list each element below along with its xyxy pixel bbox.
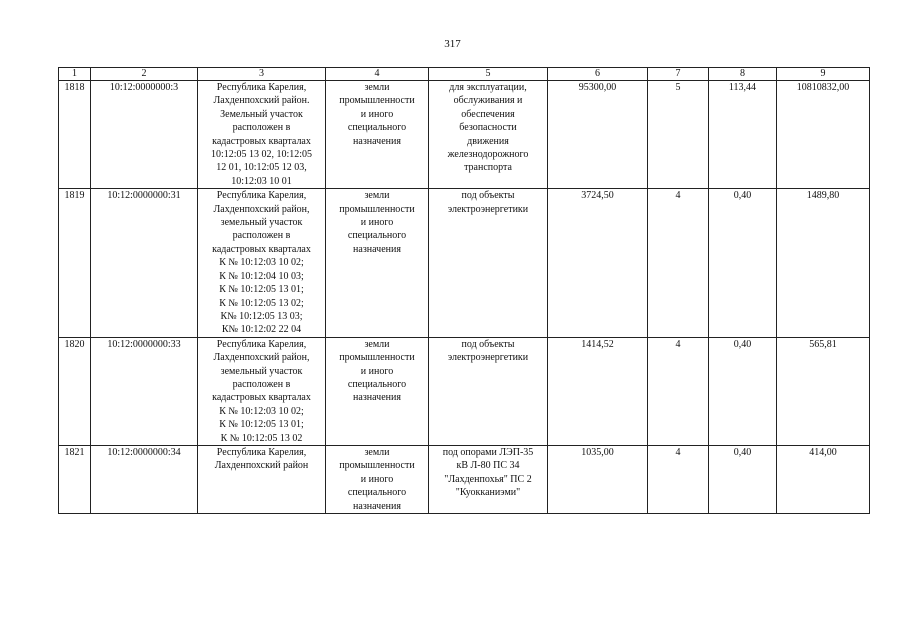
- category-line: земли: [364, 190, 390, 202]
- area-cell: 95300,00: [548, 81, 648, 189]
- column-header: 7: [648, 68, 709, 81]
- rate-cell: 0,40: [709, 337, 777, 445]
- page-number: 317: [444, 38, 461, 50]
- category-line: промышленности: [339, 203, 415, 215]
- use-line: для эксплуатации,: [449, 82, 527, 93]
- category-line: назначения: [353, 243, 401, 255]
- table-row: [59, 81, 870, 189]
- location-line: Республика Карелия,: [216, 190, 307, 202]
- column-header: 5: [429, 68, 548, 81]
- category-line: специального: [347, 378, 407, 390]
- value-cell: 565,81: [777, 337, 870, 445]
- category-line: назначения: [353, 392, 401, 404]
- land-category-cell: [326, 445, 429, 513]
- cadastral-number: 10:12:0000000:33: [91, 337, 198, 445]
- location-line: 10:12:05 13 02, 10:12:05: [210, 149, 313, 161]
- location-line: 10:12:03 10 01: [231, 175, 292, 187]
- location-line: К № 10:12:05 13 02;: [219, 297, 304, 309]
- location-line: кадастровых кварталах: [212, 135, 311, 147]
- column-header: 6: [548, 68, 648, 81]
- location-line: Лахденпохский район,: [213, 203, 310, 215]
- use-line: под объекты: [461, 190, 515, 202]
- location-line: земельный участок: [220, 365, 303, 377]
- category-line: назначения: [353, 500, 401, 512]
- location-line: земельный участок: [220, 217, 303, 229]
- row-number: 1821: [59, 445, 91, 513]
- location-cell: [198, 81, 326, 189]
- location-line: расположен в: [232, 122, 291, 134]
- category-line: промышленности: [339, 352, 415, 364]
- use-line: под объекты: [461, 338, 515, 350]
- use-line: кВ Л-80 ПС 34: [456, 460, 520, 472]
- category-line: земли: [364, 338, 390, 350]
- location-line: Земельный участок: [220, 108, 303, 120]
- cadastral-number: 10:12:0000000:31: [91, 189, 198, 337]
- permitted-use-cell: [429, 445, 548, 513]
- area-cell: 1035,00: [548, 445, 648, 513]
- category-line: и иного: [360, 108, 394, 120]
- column-header: 3: [198, 68, 326, 81]
- column-header: 9: [777, 68, 870, 81]
- use-line: обслуживания и: [453, 95, 523, 107]
- value-cell: 10810832,00: [777, 81, 870, 189]
- use-line: транспорта: [464, 162, 512, 174]
- permitted-use-cell: [429, 81, 548, 189]
- table-row: [59, 445, 870, 513]
- column-header: 8: [709, 68, 777, 81]
- permitted-use-cell: [429, 337, 548, 445]
- rate-cell: 0,40: [709, 189, 777, 337]
- location-cell: [198, 189, 326, 337]
- area-cell: 3724,50: [548, 189, 648, 337]
- column-number-row: [59, 68, 870, 81]
- location-line: К № 10:12:04 10 03;: [219, 270, 304, 282]
- value-cell: 414,00: [777, 445, 870, 513]
- group-cell: 4: [648, 445, 709, 513]
- location-line: Лахденпохский район: [214, 460, 309, 472]
- row-number: 1820: [59, 337, 91, 445]
- value-cell: 1489,80: [777, 189, 870, 337]
- location-line: расположен в: [232, 378, 291, 390]
- rate-cell: 113,44: [709, 81, 777, 189]
- category-line: земли: [364, 82, 390, 93]
- category-line: специального: [347, 230, 407, 242]
- use-line: под опорами ЛЭП-35: [442, 446, 534, 458]
- location-line: К № 10:12:05 13 01;: [219, 419, 304, 431]
- column-header: 1: [59, 68, 91, 81]
- use-line: обеспечения: [461, 108, 515, 120]
- rate-cell: 0,40: [709, 445, 777, 513]
- use-line: "Лахденпохья" ПС 2: [444, 473, 532, 485]
- table-row: [59, 189, 870, 337]
- land-registry-table: [58, 67, 870, 514]
- group-cell: 5: [648, 81, 709, 189]
- location-line: К № 10:12:05 13 02: [220, 432, 303, 444]
- use-line: безопасности: [459, 122, 517, 134]
- location-line: Лахденпохский район.: [213, 95, 310, 107]
- category-line: земли: [364, 446, 390, 458]
- category-line: специального: [347, 122, 407, 134]
- area-cell: 1414,52: [548, 337, 648, 445]
- location-cell: [198, 337, 326, 445]
- use-line: движения: [467, 135, 509, 147]
- location-line: К № 10:12:03 10 02;: [219, 257, 304, 269]
- land-category-cell: [326, 81, 429, 189]
- location-line: Лахденпохский район,: [213, 352, 310, 364]
- location-line: Республика Карелия,: [216, 446, 307, 458]
- land-category-cell: [326, 189, 429, 337]
- location-line: К№ 10:12:02 22 04: [221, 324, 302, 336]
- category-line: специального: [347, 487, 407, 499]
- category-line: и иного: [360, 473, 394, 485]
- column-header: 4: [326, 68, 429, 81]
- location-line: расположен в: [232, 230, 291, 242]
- location-line: кадастровых кварталах: [212, 392, 311, 404]
- use-line: "Куокканиэми": [455, 487, 521, 499]
- category-line: промышленности: [339, 460, 415, 472]
- location-line: Республика Карелия,: [216, 82, 307, 93]
- location-line: К № 10:12:03 10 02;: [219, 405, 304, 417]
- table-row: [59, 337, 870, 445]
- location-line: 12 01, 10:12:05 12 03,: [216, 162, 307, 174]
- use-line: электроэнергетики: [447, 203, 529, 215]
- row-number: 1818: [59, 81, 91, 189]
- location-line: К№ 10:12:05 13 03;: [220, 310, 303, 322]
- location-cell: [198, 445, 326, 513]
- land-category-cell: [326, 337, 429, 445]
- row-number: 1819: [59, 189, 91, 337]
- group-cell: 4: [648, 189, 709, 337]
- location-line: кадастровых кварталах: [212, 243, 311, 255]
- cadastral-number: 10:12:0000000:3: [91, 81, 198, 189]
- location-line: К № 10:12:05 13 01;: [219, 284, 304, 296]
- location-line: Республика Карелия,: [216, 338, 307, 350]
- use-line: электроэнергетики: [447, 352, 529, 364]
- use-line: железнодорожного: [447, 149, 529, 161]
- category-line: промышленности: [339, 95, 415, 107]
- column-header: 2: [91, 68, 198, 81]
- cadastral-number: 10:12:0000000:34: [91, 445, 198, 513]
- permitted-use-cell: [429, 189, 548, 337]
- category-line: и иного: [360, 217, 394, 229]
- category-line: назначения: [353, 135, 401, 147]
- category-line: и иного: [360, 365, 394, 377]
- group-cell: 4: [648, 337, 709, 445]
